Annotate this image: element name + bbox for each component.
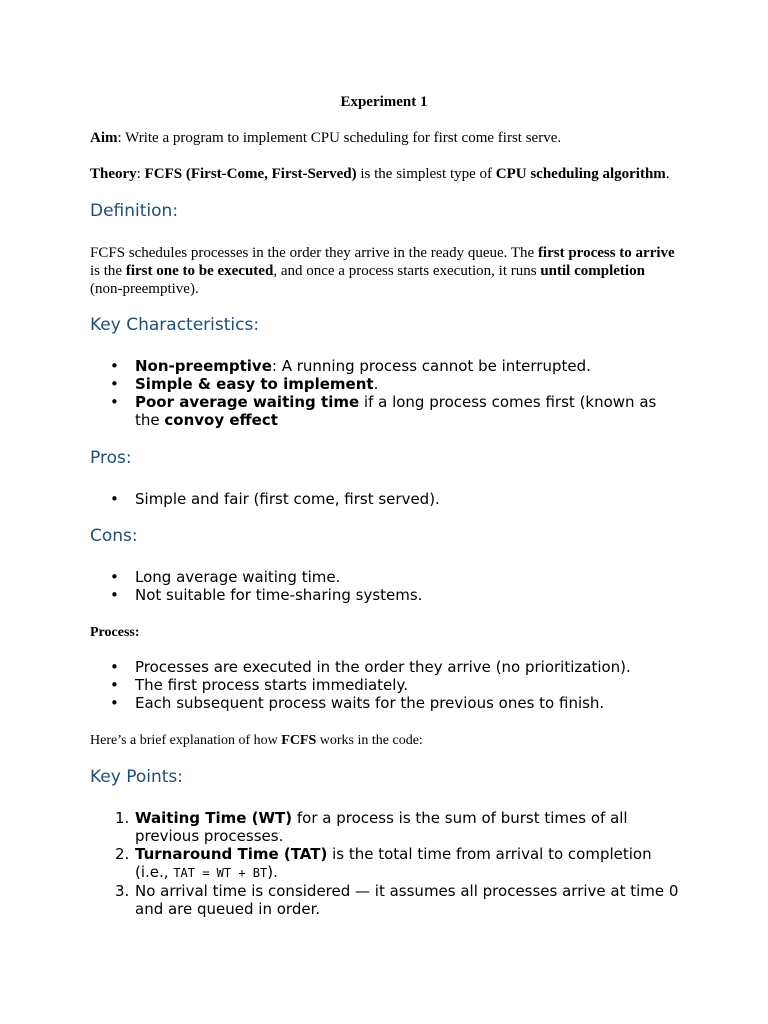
cons-heading: Cons:	[90, 526, 138, 546]
theory-label: Theory	[90, 166, 137, 182]
cons-list	[90, 568, 680, 604]
bullet-marker: •	[110, 375, 119, 393]
list-item: • The first process starts immediately.	[110, 676, 408, 694]
key-characteristics-heading: Key Characteristics:	[90, 315, 260, 335]
aim-text: : Write a program to implement CPU scheduling for first come first serve.	[117, 130, 562, 146]
bullet-marker: •	[110, 393, 119, 411]
theory-term: FCFS (First-Come, First-Served)	[144, 166, 357, 182]
pros-list	[90, 490, 680, 508]
process-list	[90, 658, 680, 712]
list-item: • Each subsequent process waits for the previous ones to finish.	[110, 694, 605, 712]
theory-term-2: CPU scheduling algorithm	[495, 166, 666, 182]
definition-paragraph: FCFS schedules processes in the order they arrive in the ready queue. The first process to arrive is the first one to be executed, and once a process starts execution, it runs until completion (non-preemptive).	[90, 245, 675, 297]
aim-label: Aim	[90, 130, 118, 146]
list-item: 1. Waiting Time (WT) for a process is the sum of burst times of all previous processes.	[115, 809, 628, 845]
bullet-marker: •	[110, 490, 119, 508]
list-number: 2.	[115, 845, 130, 863]
list-item: • Processes are executed in the order they arrive (no prioritization).	[110, 658, 631, 676]
list-item: • Simple and fair (first come, first served).	[110, 490, 440, 508]
bullet-marker: •	[110, 357, 119, 375]
list-item: • Non-preemptive: A running process cannot be interrupted.	[110, 357, 591, 375]
process-heading: Process:	[90, 625, 140, 640]
list-number: 1.	[115, 809, 130, 827]
bullet-marker: •	[110, 658, 119, 676]
key-points-list	[90, 809, 680, 918]
bullet-marker: •	[110, 694, 119, 712]
list-number: 3.	[115, 882, 130, 900]
key-points-heading: Key Points:	[90, 767, 184, 787]
definition-heading: Definition:	[90, 201, 179, 221]
bullet-marker: •	[110, 586, 119, 604]
list-item: • Simple & easy to implement.	[110, 375, 379, 393]
document-title: Experiment 1	[340, 94, 428, 110]
pros-heading: Pros:	[90, 448, 132, 468]
bullet-marker: •	[110, 676, 119, 694]
explanation-paragraph: Here’s a brief explanation of how FCFS works in the code:	[90, 733, 423, 748]
theory-paragraph: Theory: FCFS (First-Come, First-Served) is the simplest type of CPU scheduling algorithm.	[90, 166, 670, 182]
list-item: • Long average waiting time.	[110, 568, 341, 586]
inline-code: TAT = WT + BT	[173, 866, 268, 880]
bullet-marker: •	[110, 568, 119, 586]
list-item: • Not suitable for time-sharing systems.	[110, 586, 423, 604]
aim-paragraph	[90, 129, 680, 147]
list-item: 2. Turnaround Time (TAT) is the total time from arrival to completion (i.e., TAT = WT + BT).	[115, 845, 652, 881]
list-item: • Poor average waiting time if a long process comes first (known as the convoy effect	[110, 393, 657, 429]
key-characteristics-list	[90, 357, 680, 429]
list-item: 3. No arrival time is considered — it assumes all processes arrive at time 0 and are queued in order.	[115, 882, 679, 918]
